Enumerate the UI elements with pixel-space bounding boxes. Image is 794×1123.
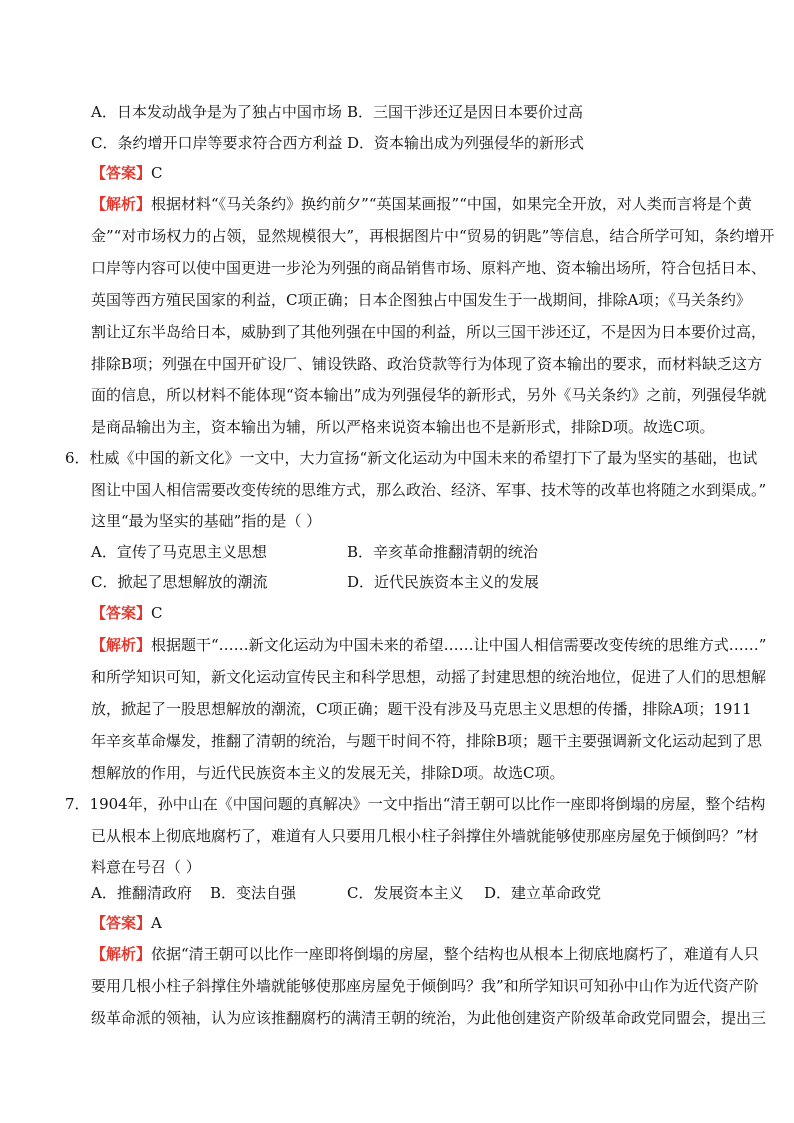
q5-answer-value: C (151, 164, 163, 182)
q5-analysis-line: 面的信息，所以材料不能体现“资本输出”成为列强侵华的新形式，另外《马关条约》之前，列强侵华就 (91, 386, 767, 404)
q5-option-c: C．条约增开口岸等要求符合西方利益 (91, 134, 343, 152)
q7-analysis-line (91, 944, 759, 964)
answer-tag: 【答案】 (91, 914, 152, 932)
q6-analysis-line: 放，掀起了一股思想解放的潮流，C项正确；题干没有涉及马克思主义思想的传播，排除A项；1911 (91, 700, 752, 718)
q7-option-a: A．推翻清政府 (91, 884, 192, 902)
analysis-text: 根据题干“……新文化运动为中国未来的希望……让中国人相信需要改变传统的思维方式……” (151, 636, 767, 654)
q6-stem-line: 图让中国人相信需要改变传统的思维方式，那么政治、经济、军事、技术等的改革也将随之水到渠成。” (91, 481, 767, 499)
q6-analysis-line (91, 635, 766, 655)
analysis-text: 依据“清王朝可以比作一座即将倒塌的房屋，整个结构也从根本上彻底地腐朽了，难道有人只 (151, 945, 759, 963)
q6-option-a: A．宣传了马克思主义思想 (91, 543, 267, 561)
q5-analysis-line: 排除B项；列强在中国开矿设厂、铺设铁路、政治贷款等行为体现了资本输出的要求，而材料缺乏这方 (91, 355, 763, 373)
q5-analysis-line: 割让辽东半岛给日本，威胁到了其他列强在中国的利益，所以三国干涉还辽，不是因为日本要价过高， (91, 323, 767, 341)
q5-answer (91, 163, 163, 183)
analysis-tag: 【解析】 (91, 945, 152, 963)
q7-option-d: D．建立革命政党 (484, 884, 602, 902)
analysis-tag: 【解析】 (91, 195, 152, 213)
analysis-text: 根据材料“《马关条约》换约前夕”“英国某画报”“中国，如果完全开放，对人类而言将是个黄 (151, 195, 752, 213)
q6-analysis-line: 和所学知识可知，新文化运动宣传民主和科学思想，动摇了封建思想的统治地位，促进了人们的思想解 (91, 668, 767, 686)
q6-option-c: C．掀起了思想解放的潮流 (91, 573, 268, 591)
analysis-tag: 【解析】 (91, 636, 152, 654)
q6-analysis-line: 想解放的作用，与近代民族资本主义的发展无关，排除D项。故选C项。 (91, 764, 565, 782)
q7-option-b: B．变法自强 (210, 884, 297, 902)
q5-analysis-line: 是商品输出为主，资本输出为辅，所以严格来说资本输出也不是新形式，排除D项。故选C项。 (91, 418, 715, 436)
q7-option-c: C．发展资本主义 (347, 884, 464, 902)
answer-tag: 【答案】 (91, 164, 152, 182)
q6-answer (91, 603, 163, 623)
q6-answer-value: C (151, 604, 163, 622)
q5-option-a: A．日本发动战争是为了独占中国市场 (91, 103, 342, 121)
q7-stem-line: 已从根本上彻底地腐朽了，难道有人只要用几根小柱子斜撑住外墙就能够使那座房屋免于倾倒吗？”材 (91, 827, 759, 845)
answer-tag: 【答案】 (91, 604, 152, 622)
q5-analysis-line (91, 194, 752, 214)
q6-analysis-line: 年辛亥革命爆发，推翻了清朝的统治，与题干时间不符，排除B项；题干主要强调新文化运动起到了思 (91, 732, 763, 750)
q6-stem-line: 这里“最为坚实的基础”指的是（ ） (91, 512, 322, 530)
q5-analysis-line: 口岸等内容可以使中国更进一步沦为列强的商品销售市场、原料产地、资本输出场所，符合包括日本、 (91, 259, 767, 277)
q6-option-d: D．近代民族资本主义的发展 (347, 573, 540, 591)
q7-answer-value: A (151, 914, 162, 932)
q7-analysis-line: 级革命派的领袖，认为应该推翻腐朽的满清王朝的统治，为此他创建资产阶级革命政党同盟会，提出三 (91, 1009, 767, 1027)
q7-stem-line: 料意在号召（ ） (91, 858, 201, 876)
q5-analysis-line: 金”“对市场权力的占领，显然规模很大”，再根据图片中“贸易的钥匙”等信息，结合所学可知，条约增开 (91, 227, 775, 245)
q5-option-d: D．资本输出成为列强侵华的新形式 (347, 134, 585, 152)
q6-option-b: B．辛亥革命推翻清朝的统治 (347, 543, 539, 561)
q7-analysis-line: 要用几根小柱子斜撑住外墙就能够使那座房屋免于倾倒吗？我”和所学知识可知孙中山作为近代资产阶 (91, 977, 759, 995)
q7-answer (91, 913, 162, 933)
q6-stem-line: 6．杜威《中国的新文化》一文中，大力宣扬“新文化运动为中国未来的希望打下了最为坚实的基础，也试 (65, 449, 758, 467)
q5-analysis-line: 英国等西方殖民国家的利益，C项正确；日本企图独占中国发生于一战期间，排除A项；《马关条约》 (91, 291, 751, 309)
q5-option-b: B．三国干涉还辽是因日本要价过高 (347, 103, 584, 121)
q7-stem-line: 7．1904年，孙中山在《中国问题的真解决》一文中指出“清王朝可以比作一座即将倒塌的房屋，整个结构 (65, 795, 766, 813)
